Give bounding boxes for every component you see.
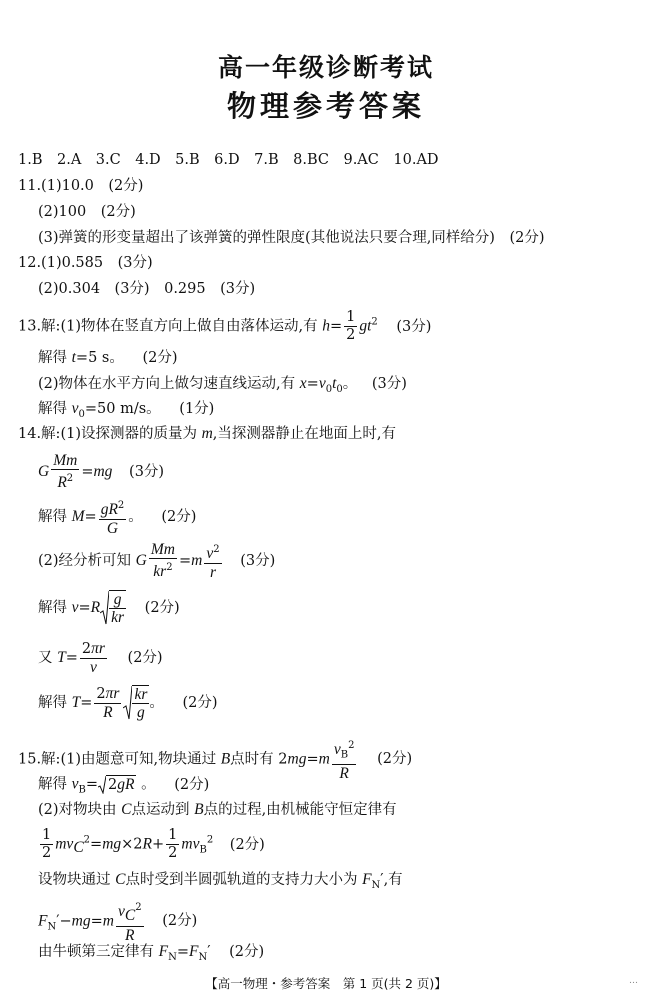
q14-score: (2分) xyxy=(127,650,163,666)
q13-score: (1分) xyxy=(179,401,215,417)
q11-part2: (2)100 (2分) xyxy=(38,204,136,220)
q13-score: (3分) xyxy=(396,318,432,335)
q15-line5: 设物块通过 C点时受到半圆弧轨道的支持力大小为 $F_N'$,有 xyxy=(38,871,403,891)
page-subtitle: 物理参考答案 xyxy=(226,89,425,123)
q14-line1: 14.解:(1)设探测器的质量为 m,当探测器静止在地面上时,有 xyxy=(18,425,397,442)
page-title: 高一年级诊断考试 xyxy=(217,53,434,82)
q15-score: (2分) xyxy=(229,836,265,853)
q15-text: 点的过程,由机械能守恒定律有 xyxy=(203,802,397,818)
q13-label: 解得 xyxy=(38,401,67,417)
q14-line6: 又 T= $\frac{2\pi r}{v}$ (2分) xyxy=(38,640,163,676)
q15-line3: (2)对物块由 C点运动到 B点的过程,由机械能守恒定律有 xyxy=(38,801,397,818)
q14-label: 解得 xyxy=(38,600,67,616)
q15-label: 解得 xyxy=(38,776,67,793)
q15-text: 设物块通过 xyxy=(38,872,111,888)
q11-part1: 11.(1)10.0 (2分) xyxy=(18,178,144,194)
q14-text: ,当探测器静止在地面上时,有 xyxy=(212,426,397,442)
q14-label: 解得 xyxy=(38,508,67,525)
q14-score: (2分) xyxy=(144,600,180,616)
corner-mark: … xyxy=(629,976,638,986)
q14-line5: 解得 v=R $\frac{g}{kr}$ (2分) xyxy=(38,591,180,626)
q15-line2: 解得 $v_B= 2gR$ 。 (2分) xyxy=(38,775,210,796)
q14-label: 解得 xyxy=(38,695,67,711)
choice-answers: 1.B 2.A 3.C 4.D 5.B 6.D 7.B 8.BC 9.AC 10.AD xyxy=(18,152,439,168)
q15-text: 点时有 xyxy=(230,751,274,768)
q11-part3: (3)弹簧的形变量超出了该弹簧的弹性限度(其他说法只要合理,同样给分) (2分) xyxy=(38,230,545,246)
q15-text: 点时受到半圆弧轨道的支持力大小为 xyxy=(125,872,358,888)
q12-part1: 12.(1)0.585 (3分) xyxy=(18,255,153,271)
q14-line7: 解得 T= $\frac{2\pi r}{R}$ $\frac{kr}{g}$ 。 (2分) xyxy=(38,685,218,721)
q15-text: (2)对物块由 xyxy=(38,802,117,818)
q12-part2: (2)0.304 (3分) 0.295 (3分) xyxy=(38,281,256,297)
q15-line6: $F_N'-mg=m$ $\frac{v_C^2}{R}$ (2分) xyxy=(38,899,197,944)
q15-line1: 15.解:(1)由题意可知,物块通过 B点时有 2mg=m $\frac{v_B^2}{R}$ (2分) xyxy=(18,737,412,782)
q13-line1: 13.解:(1)物体在竖直方向上做自由落体运动,有 h= $\frac{1}{2}$ $gt^2$ (3分) xyxy=(18,309,432,343)
q15-score: (2分) xyxy=(377,751,413,768)
q15-score: (2分) xyxy=(174,776,210,793)
q15-text: 由牛顿第三定律有 xyxy=(38,944,154,960)
page-footer: 【高一物理・参考答案 第 1 页(共 2 页)】 xyxy=(205,976,447,991)
q13-score: (3分) xyxy=(371,376,407,392)
q15-score: (2分) xyxy=(229,944,265,960)
q13-result-t: =5 s。 xyxy=(75,350,124,366)
q14-line3: 解得 M= $\frac{gR^2}{G}$ 。 (2分) xyxy=(38,497,196,537)
q14-line4: (2)经分析可知 G $\frac{Mm}{kr^2}$ =m $\frac{v^2}{r}$ (3分) xyxy=(38,541,276,581)
q15-line4: $\frac{1}{2}$ $mv_C^2=mg\times 2R+$ $\frac{1}{2}$ $mv_B^2$ (2分) xyxy=(42,827,265,861)
q15-line7: 由牛顿第三定律有 $F_N=F_N'$ (2分) xyxy=(38,943,265,963)
q13-result-v: =50 m/s。 xyxy=(84,401,161,417)
q14-score: (2分) xyxy=(161,508,197,525)
q15-text: 15.解:(1)由题意可知,物块通过 xyxy=(18,751,217,768)
q14-text: 14.解:(1)设探测器的质量为 xyxy=(18,426,197,442)
q14-score: (3分) xyxy=(240,552,276,569)
q13-line2: 解得 t=5 s。 (2分) xyxy=(38,349,178,366)
q13-score: (2分) xyxy=(142,350,178,366)
q13-line3: (2)物体在水平方向上做匀速直线运动,有 $x=v_0t_0$。 (3分) xyxy=(38,375,407,395)
q13-line4: 解得 $v_0=50$ m/s。 (1分) xyxy=(38,400,215,420)
q13-label: 解得 xyxy=(38,350,67,366)
q14-score: (3分) xyxy=(129,463,165,480)
q14-text: (2)经分析可知 xyxy=(38,552,132,569)
q13-text: 13.解:(1)物体在竖直方向上做自由落体运动,有 xyxy=(18,318,318,335)
q15-score: (2分) xyxy=(162,913,198,930)
q14-label: 又 xyxy=(38,650,53,666)
q13-text: (2)物体在水平方向上做匀速直线运动,有 xyxy=(38,376,296,392)
q14-score: (2分) xyxy=(182,695,218,711)
q15-text: ,有 xyxy=(383,872,403,888)
q14-line2: G $\frac{Mm}{R^2}$ =mg (3分) xyxy=(38,452,165,491)
q15-text: 点运动到 xyxy=(131,802,190,818)
